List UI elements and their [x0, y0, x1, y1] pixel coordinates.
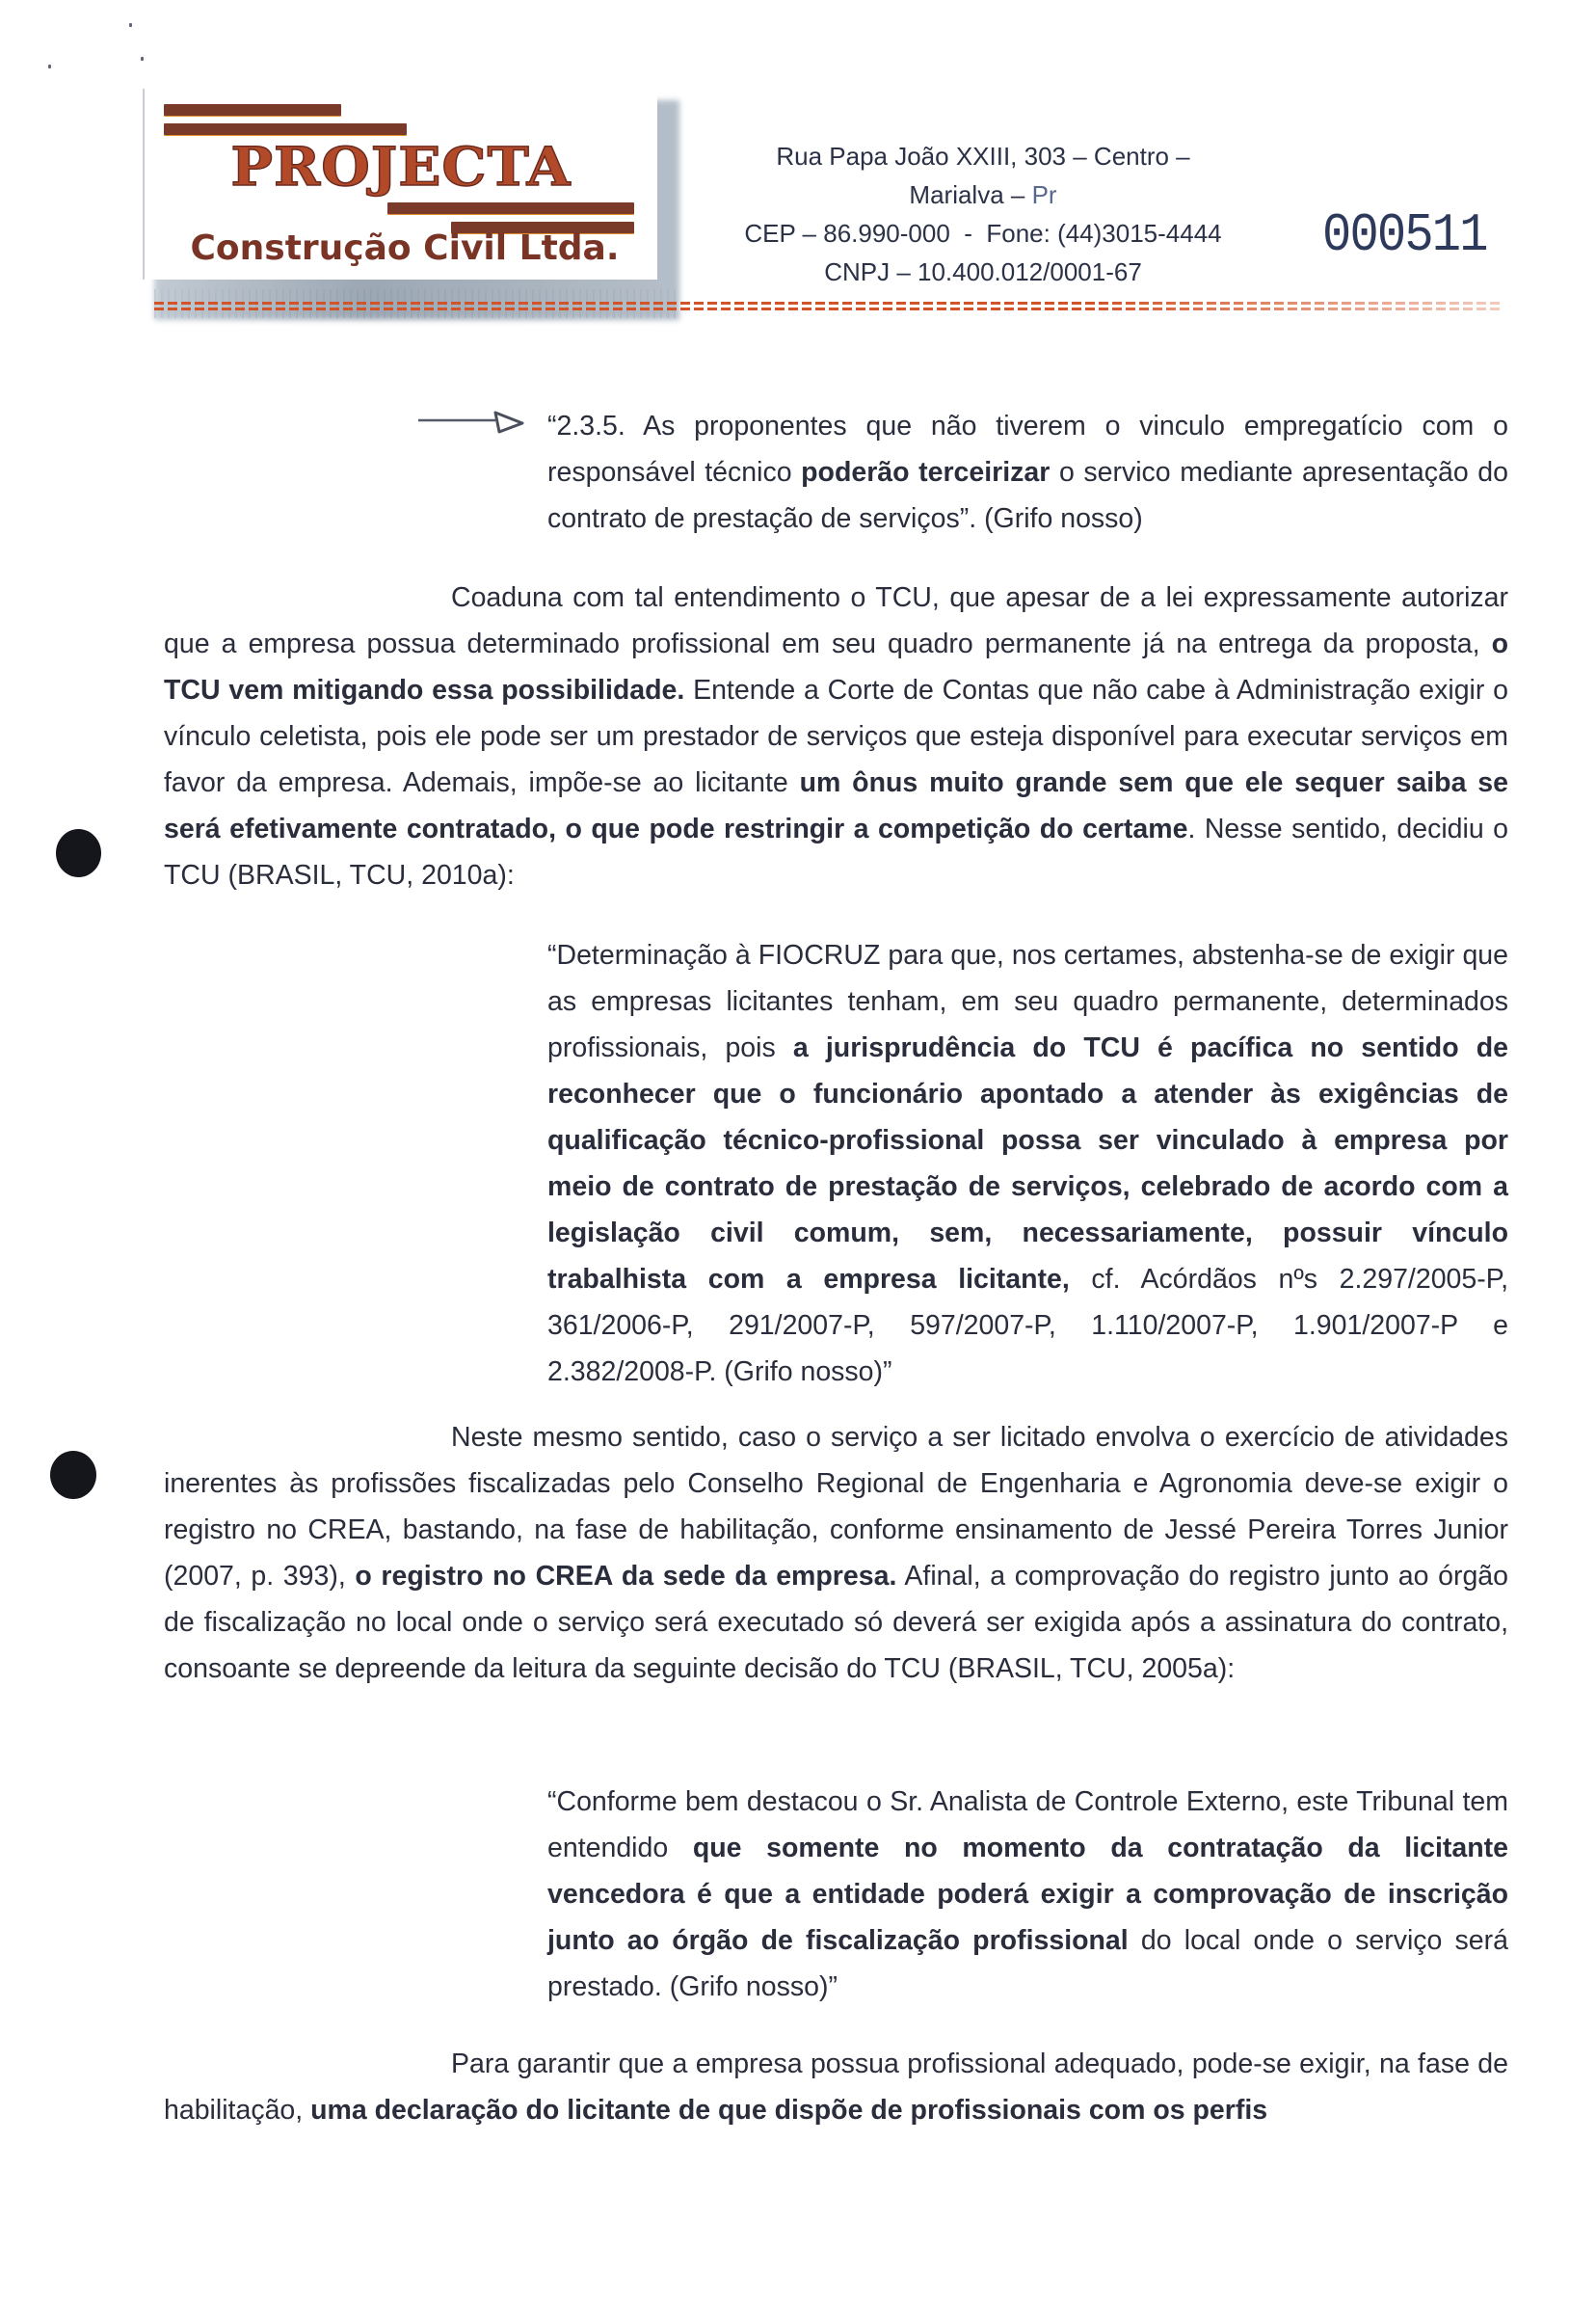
emphasized-text: que somente no momento da contratação da licitante vencedora é que a entidade poderá exigir a comprovação de inscrição junto ao órgão de fiscalização profissional [547, 1833, 1508, 1956]
text-run: Coaduna com tal entendimento o TCU, que apesar de a lei expressamente autorizar que a empresa possua determinado profissional em seu quadro permanente já na entrega da proposta, [164, 582, 1508, 659]
logo-stripe [387, 202, 634, 214]
punch-hole [50, 1451, 96, 1499]
emphasized-text: o TCU vem mitigando essa possibilidade. [164, 629, 1508, 706]
emphasized-text: uma declaração do licitante de que dispõe de profissionais com os perfis [310, 2095, 1268, 2126]
scan-speck [141, 57, 144, 61]
hand-drawn-arrow-icon [416, 409, 532, 443]
header-dashed-rule [154, 302, 1500, 311]
body-paragraph [164, 575, 1508, 898]
text-run: cf. Acórdãos nºs 2.297/2005-P, 361/2006-P, 291/2007-P, 597/2007-P, 1.110/2007-P, 1.901/2007-P e 2.382/2008-P. (Grifo nosso)” [547, 1264, 1508, 1387]
text-run: “2.3.5. As proponentes que não tiverem o vinculo empregatício com o responsável técnico [547, 411, 1508, 488]
scan-speck [129, 23, 132, 27]
logo-stripe [164, 123, 407, 135]
body-paragraph [164, 2041, 1508, 2133]
emphasized-text: a jurisprudência do TCU é pacífica no sentido de reconhecer que o funcionário apontado a atender às exigências de qualificação técnico-profissional possa ser vinculado à empresa por meio de contrato de prestação de serviços, celebrado de acordo com a legislação civil comum, sem, necessariamente, possuir vínculo trabalhista com a empresa licitante, [547, 1032, 1508, 1295]
cnpj-line: CNPJ – 10.400.012/0001-67 [824, 257, 1142, 286]
text-run: Neste mesmo sentido, caso o serviço a ser licitado envolva o exercício de atividades inerentes às profissões fiscalizadas pelo Conselho Regional de Engenharia e Agronomia deve-se exigir o registro no CREA, bastando, na fase de habilitação, conforme ensinamento de Jessé Pereira Torres Junior (2007, p. 393), [164, 1422, 1508, 1592]
cep-phone-line: CEP – 86.990-000 - Fone: (44)3015-4444 [744, 219, 1222, 248]
body-paragraph [164, 1414, 1508, 1692]
scan-speck [48, 65, 51, 68]
text-run: o servico mediante apresentação do contrato de prestação de serviços”. (Grifo nosso) [547, 457, 1508, 534]
text-run: do local onde o serviço será prestado. (Grifo nosso)” [547, 1925, 1508, 2002]
quote-block [547, 403, 1508, 542]
address-text: Rua Papa João XXIII, 303 – Centro – Marialva – [776, 142, 1190, 209]
text-run: Entende a Corte de Contas que não cabe à Administração exigir o vínculo celetista, pois ele pode ser um prestador de serviços que esteja disponível para executar serviços em favor da empresa. Ademais, impõe-se ao licitante [164, 675, 1508, 798]
text-run: . Nesse sentido, decidiu o TCU (BRASIL, TCU, 2010a): [164, 814, 1509, 891]
logo-wordmark: PROJECTA [230, 135, 572, 199]
logo-subtitle: Construção Civil Ltda. [190, 228, 620, 268]
quote-block [547, 932, 1508, 1395]
emphasized-text: o registro no CREA da sede da empresa. [355, 1561, 897, 1592]
text-run: Afinal, a comprovação do registro junto ao órgão de fiscalização no local onde o serviço será executado só deverá ser exigida após a assinatura do contrato, consoante se depreende da leitura da seguinte decisão do TCU (BRASIL, TCU, 2005a): [164, 1561, 1508, 1684]
address-line [732, 137, 1234, 214]
page-number-stamp: 000511 [1322, 204, 1487, 266]
text-run: “Determinação à FIOCRUZ para que, nos certames, abstenha-se de exigir que as empresas licitantes tenham, em seu quadro permanente, determinados profissionais, pois [547, 940, 1508, 1063]
emphasized-text: poderão terceirizar [801, 457, 1051, 488]
text-run: “Conforme bem destacou o Sr. Analista de Controle Externo, este Tribunal tem entendido [547, 1786, 1508, 1863]
emphasized-text: um ônus muito grande sem que ele sequer saiba se será efetivamente contratado, o que pode restringir a competição do certame [164, 767, 1508, 844]
text-run: Para garantir que a empresa possua profissional adequado, pode-se exigir, na fase de habilitação, [164, 2049, 1508, 2126]
punch-hole [56, 829, 101, 877]
contact-block [732, 137, 1234, 291]
quote-block [547, 1779, 1508, 2010]
company-logo [143, 89, 657, 280]
state-text: Pr [1031, 180, 1057, 209]
logo-stripe [164, 104, 341, 116]
